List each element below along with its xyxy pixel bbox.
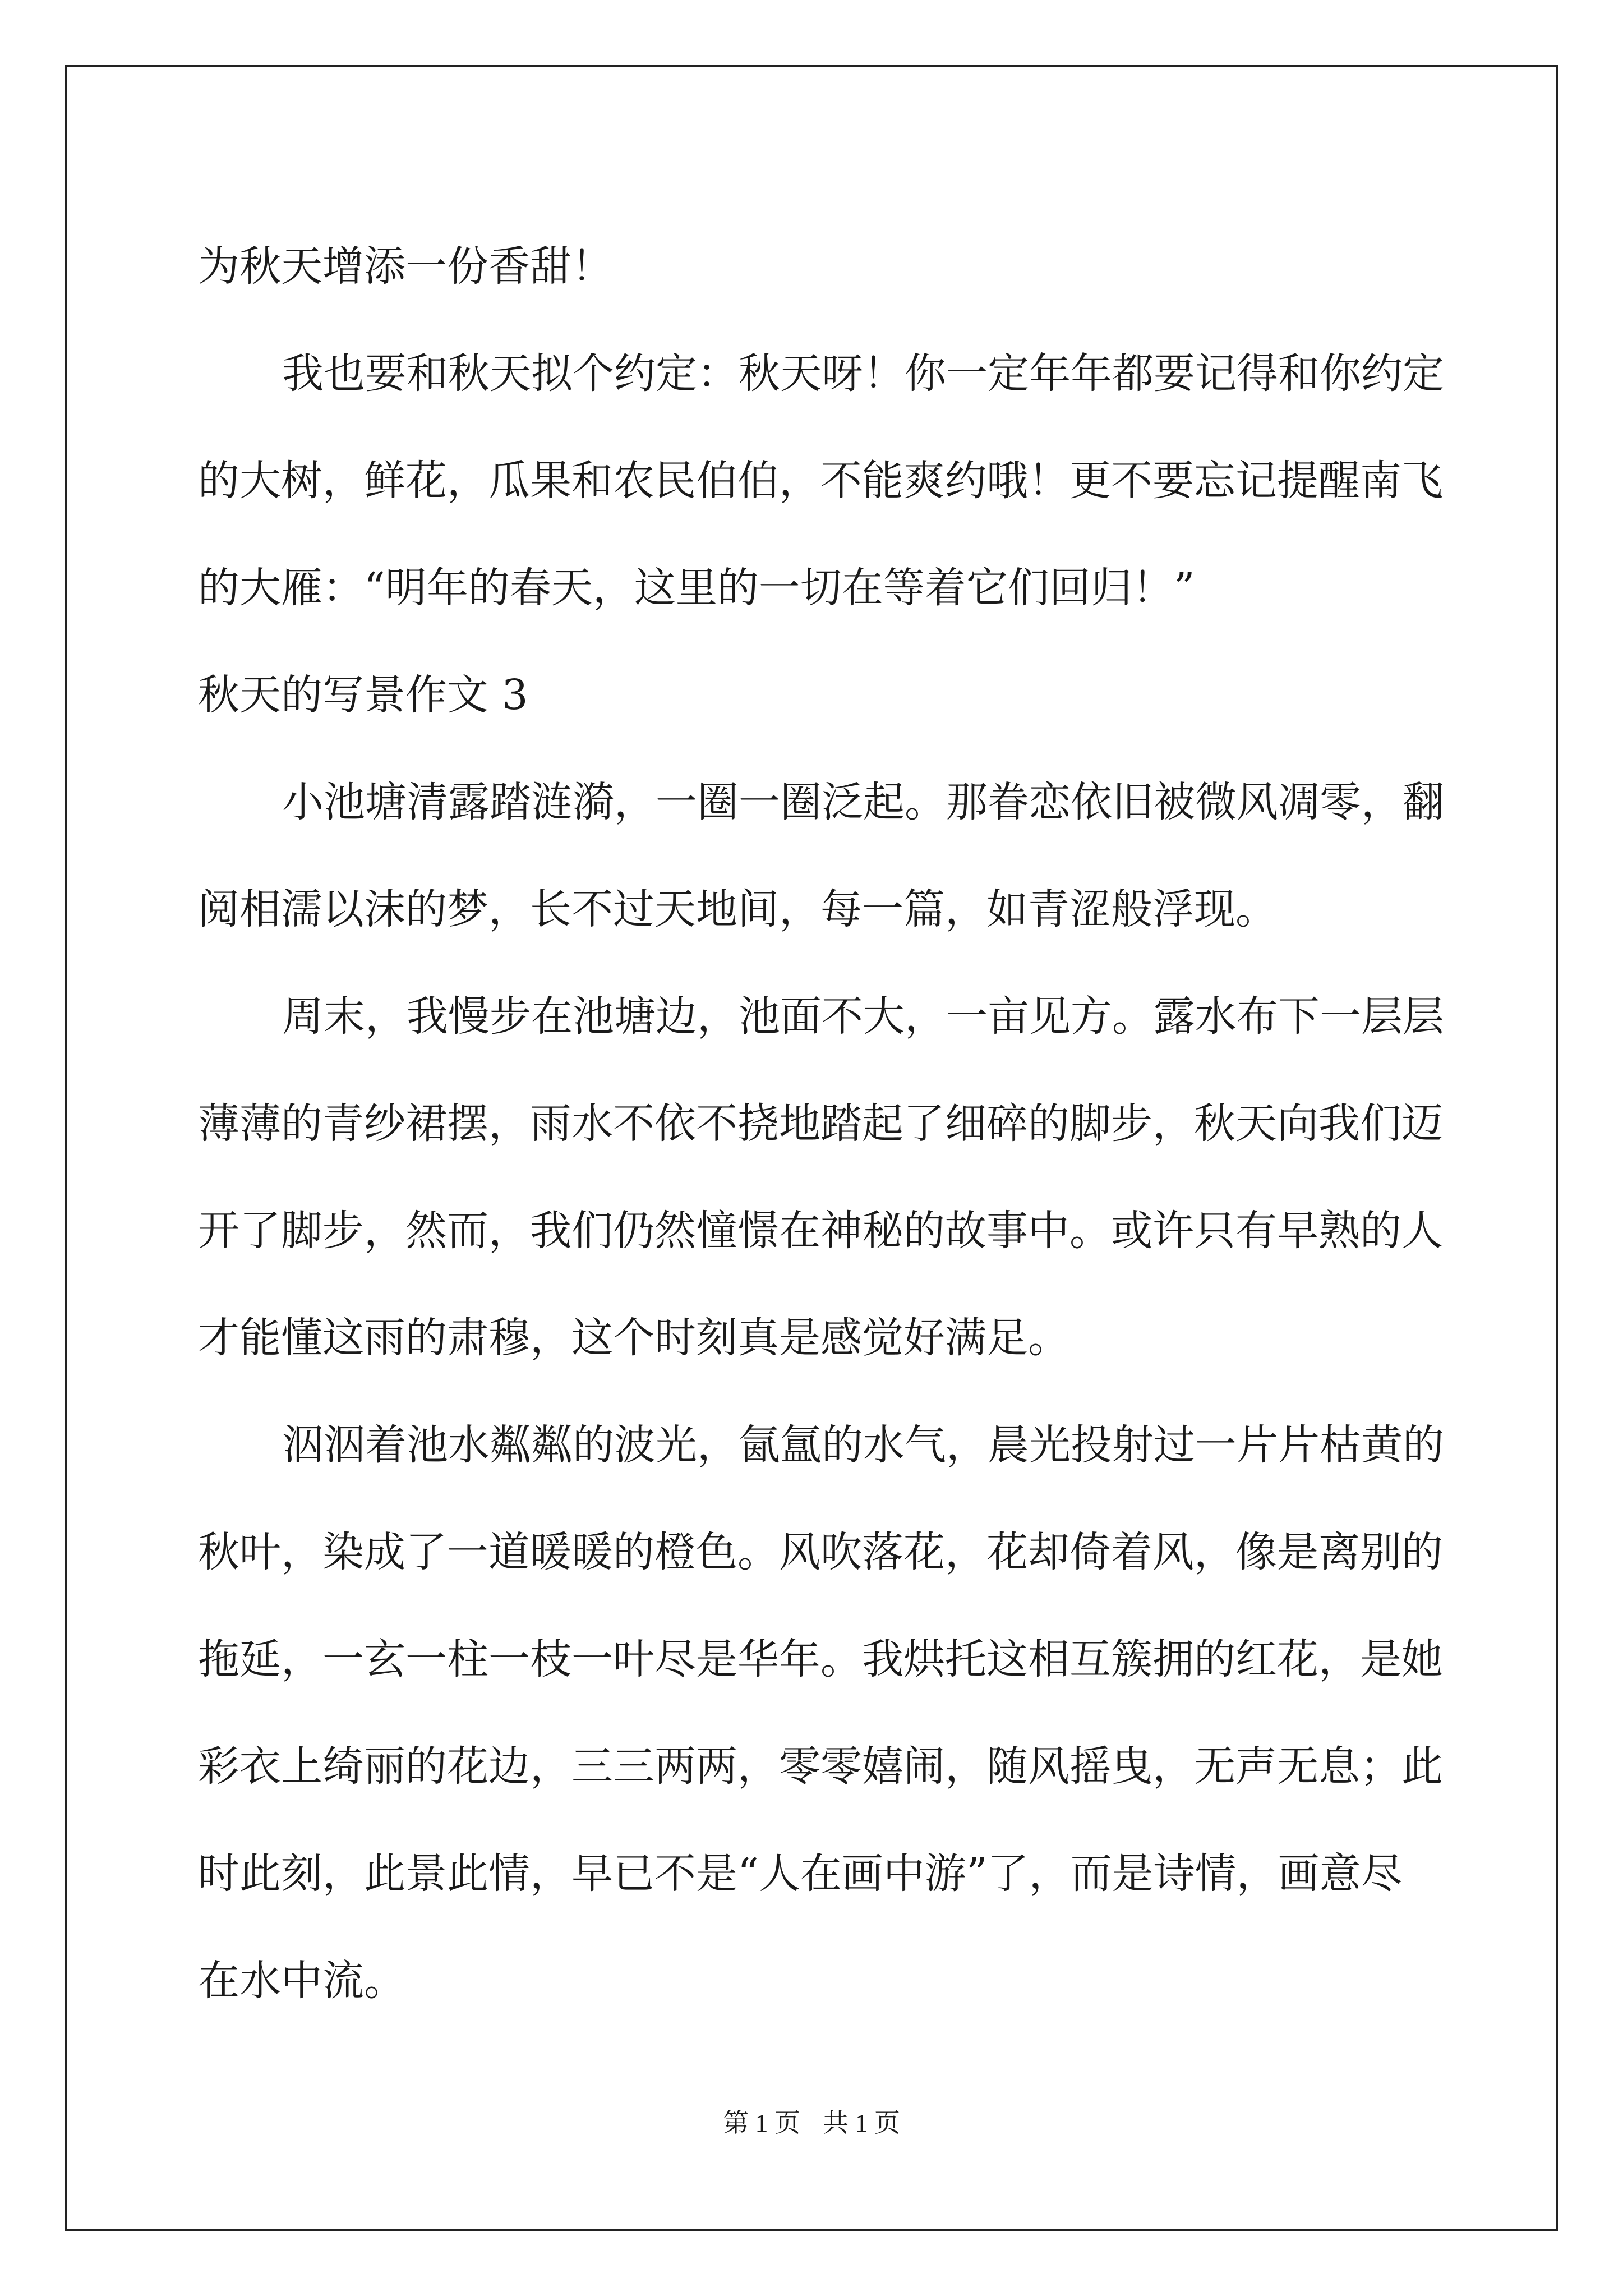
text-line: 秋叶，染成了一道暖暖的橙色。风吹落花，花却倚着风，像是离别的 — [198, 1528, 1443, 1576]
text-line: 的大树，鲜花，瓜果和农民伯伯，不能爽约哦！更不要忘记提醒南飞 — [198, 457, 1443, 505]
text-line: 周末，我慢步在池塘边，池面不大，一亩见方。露水布下一层层 — [282, 992, 1444, 1041]
section-heading: 秋天的写景作文 3 — [198, 671, 528, 719]
text-line: 小池塘清露踏涟漪，一圈一圈泛起。那眷恋依旧被微风凋零，翻 — [282, 778, 1444, 826]
text-line: 阅相濡以沫的梦，长不过天地间，每一篇，如青涩般浮现。 — [198, 885, 1277, 933]
text-line: 薄薄的青纱裙摆，雨水不依不挠地踏起了细碎的脚步，秋天向我们迈 — [198, 1099, 1443, 1148]
text-line: 彩衣上绮丽的花边，三三两两，零零嬉闹，随风摇曳，无声无息；此 — [198, 1742, 1443, 1791]
text-line: 的大雁：“明年的春天，这里的一切在等着它们回归！” — [198, 564, 1195, 612]
page-total: 共 1 页 — [823, 2109, 900, 2137]
text-line: 开了脚步，然而，我们仍然憧憬在神秘的故事中。或许只有早熟的人 — [198, 1207, 1443, 1255]
document-body — [198, 213, 1444, 2035]
text-line: 拖延，一玄一柱一枝一叶尽是华年。我烘托这相互簇拥的红花，是她 — [198, 1635, 1443, 1683]
page-footer — [0, 2106, 1623, 2140]
text-line: 为秋天增添一份香甜！ — [198, 242, 613, 291]
text-line: 在水中流。 — [198, 1957, 405, 2005]
text-line: 我也要和秋天拟个约定：秋天呀！你一定年年都要记得和你约定 — [282, 349, 1444, 398]
text-line: 才能懂这雨的肃穆，这个时刻真是感觉好满足。 — [198, 1314, 1069, 1362]
text-line: 泅泅着池水粼粼的波光，氤氲的水气，晨光投射过一片片枯黄的 — [282, 1421, 1444, 1469]
text-line: 时此刻，此景此情，早已不是“人在画中游”了，而是诗情，画意尽 — [198, 1849, 1403, 1898]
page-number: 第 1 页 — [723, 2109, 800, 2137]
